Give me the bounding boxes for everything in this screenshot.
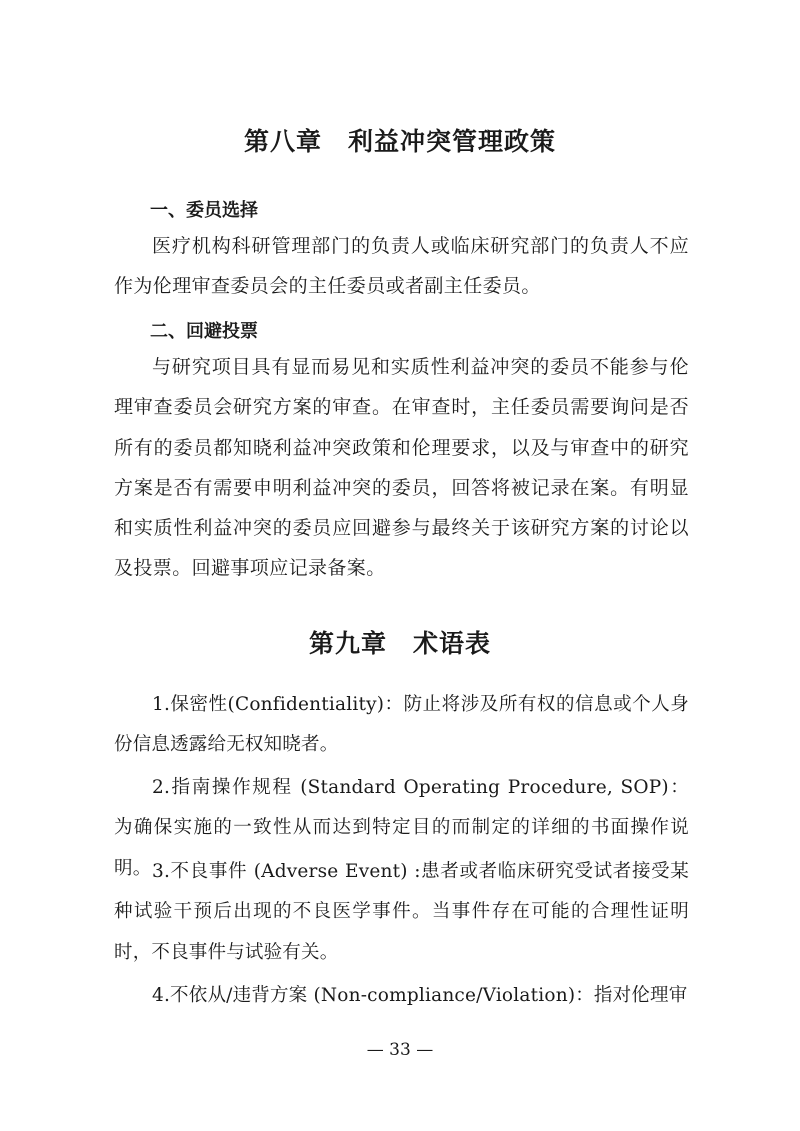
glossary-term-adverse-event: 3.不良事件 (Adverse Event) :患者或者临床研究受试者接受某种试验干预后出现的不良医学事件。当事件存在可能的合理性证明时，不良事件与试验有关。 xyxy=(114,861,689,963)
glossary-term-confidentiality: 1.保密性(Confidentiality)：防止将涉及所有权的信息或个人身份信息透露给无权知晓者。 xyxy=(114,694,689,756)
chapter-8-title: 第八章 利益冲突管理政策 xyxy=(243,127,556,156)
glossary-term-sop: 2.指南操作规程 (Standard Operating Procedure, SOP)：为确保实施的一致性从而达到特定目的而制定的详细的书面操作说明。 xyxy=(114,777,689,879)
paragraph-member-selection: 医疗机构科研管理部门的负责人或临床研究部门的负责人不应作为伦理审查委员会的主任委员或者副主任委员。 xyxy=(114,235,689,298)
page-number: — 33 — xyxy=(366,1040,434,1060)
glossary-term-non-compliance: 4.不依从/违背方案 (Non-compliance/Violation)：指对伦理审 xyxy=(152,985,688,1006)
chapter-9-title: 第九章 术语表 xyxy=(308,629,491,658)
paragraph-recusal-voting: 与研究项目具有显而易见和实质性利益冲突的委员不能参与伦理审查委员会研究方案的审查。在审查时，主任委员需要询问是否所有的委员都知晓利益冲突政策和伦理要求，以及与审查中的研究方案是否有需要申明利益冲突的委员，回答将被记录在案。有明显和实质性利益冲突的委员应回避参与最终关于该研究方案的讨论以及投票。回避事项应记录备案。 xyxy=(114,356,689,580)
section-heading-recusal-voting: 二、回避投票 xyxy=(150,321,258,342)
section-heading-member-selection: 一、委员选择 xyxy=(150,200,258,221)
